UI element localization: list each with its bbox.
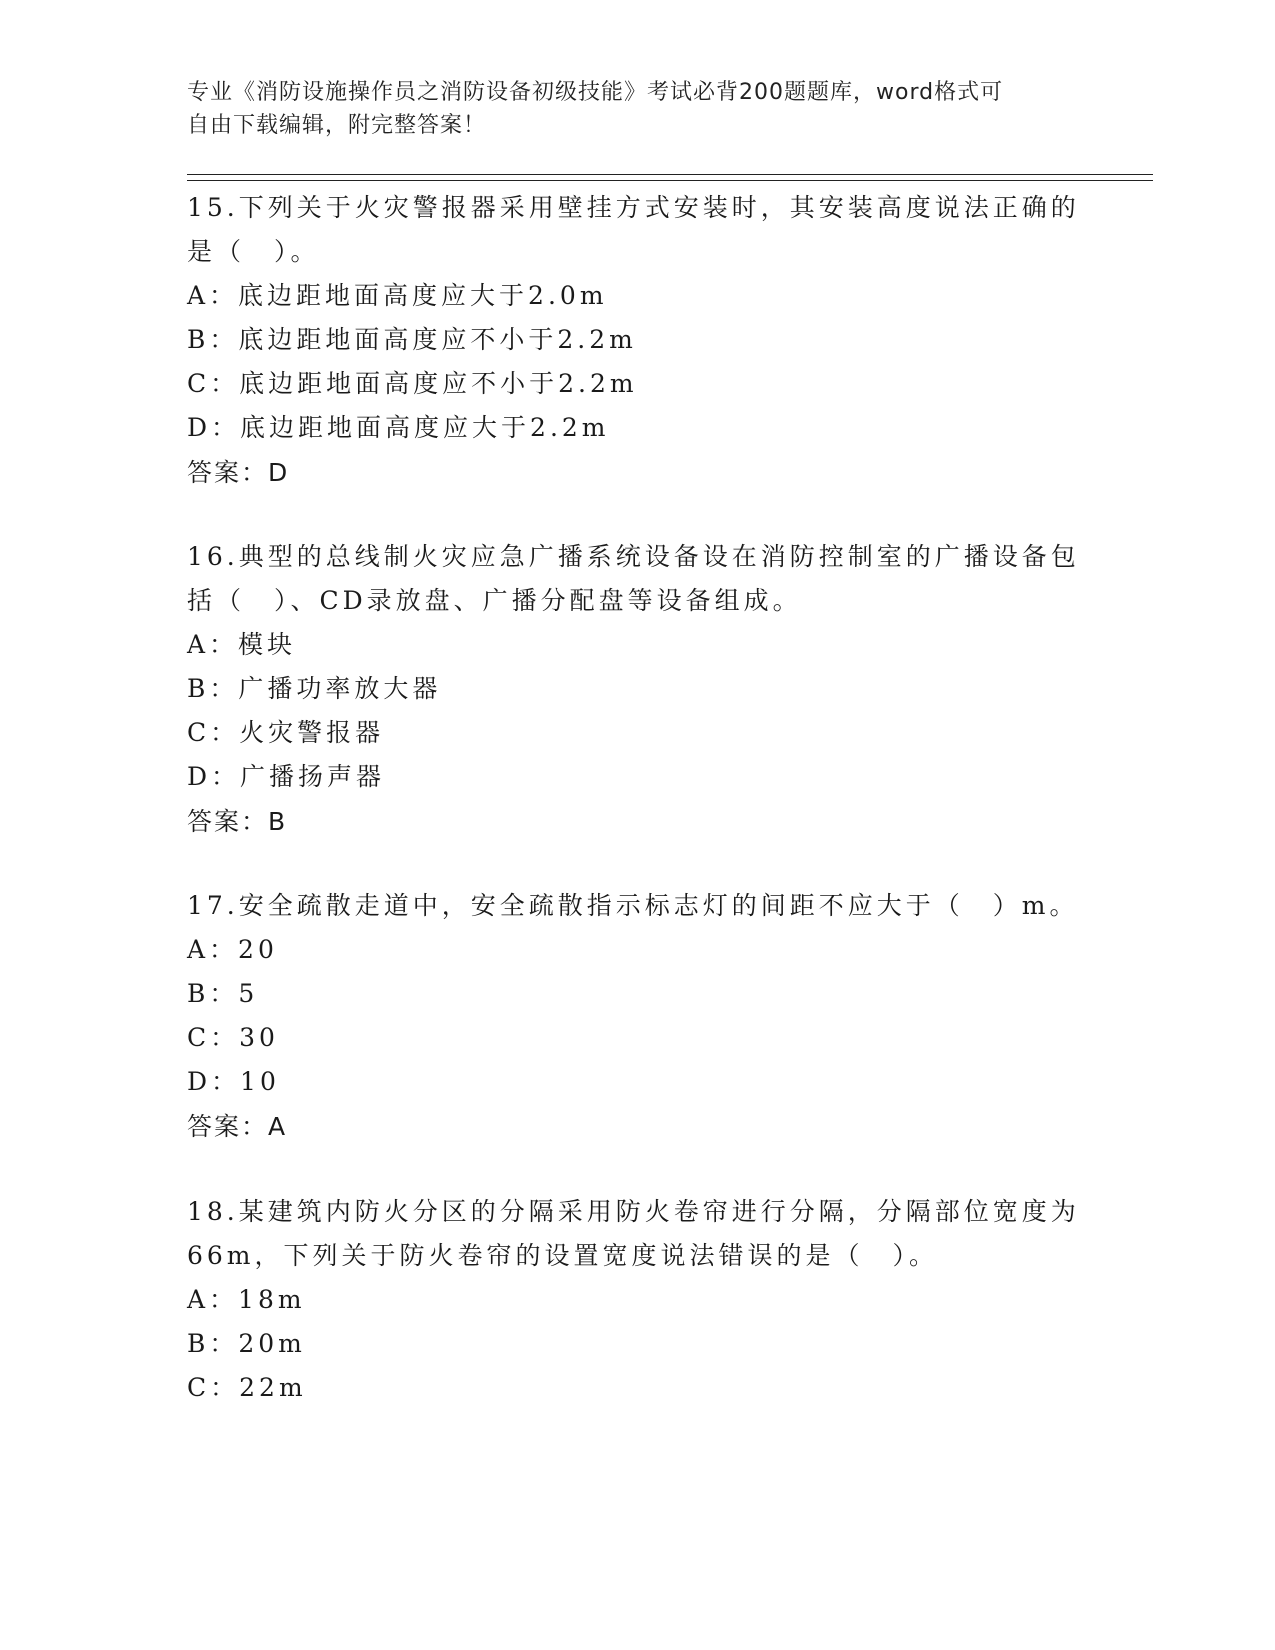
answer-label: 答案：A [187, 1112, 288, 1141]
question-18 [187, 1190, 1087, 1410]
question-16 [187, 535, 1087, 845]
option-b: B：20m [187, 1329, 306, 1358]
question-stem-line-2: 是（ ）。 [187, 237, 320, 266]
document-header [187, 76, 1067, 142]
option-c: C：火灾警报器 [187, 718, 385, 747]
question-stem-line-2: 括（ ）、CD录放盘、广播分配盘等设备组成。 [187, 586, 802, 615]
question-stem-line-1: 18.某建筑内防火分区的分隔采用防火卷帘进行分隔，分隔部位宽度为 [187, 1197, 1080, 1226]
option-d: D：广播扬声器 [187, 762, 386, 791]
option-a: A：18m [187, 1285, 306, 1314]
option-b: B：广播功率放大器 [187, 674, 442, 703]
option-d: D：10 [187, 1067, 280, 1096]
header-line-1: 专业《消防设施操作员之消防设备初级技能》考试必背200题题库，word格式可 [187, 80, 1004, 105]
answer-label: 答案：B [187, 807, 288, 836]
question-15 [187, 186, 1087, 496]
option-b: B：底边距地面高度应不小于2.2m [187, 325, 637, 354]
option-d: D：底边距地面高度应大于2.2m [187, 413, 610, 442]
option-c: C：30 [187, 1023, 279, 1052]
option-b: B：5 [187, 979, 259, 1008]
question-stem-line-1: 17.安全疏散走道中，安全疏散指示标志灯的间距不应大于（ ）m。 [187, 891, 1079, 920]
question-stem-line-2: 66m，下列关于防火卷帘的设置宽度说法错误的是（ ）。 [187, 1241, 939, 1270]
option-c: C：22m [187, 1373, 307, 1402]
header-rule-top [187, 174, 1153, 175]
header-rule-bottom [187, 180, 1153, 181]
header-line-2: 自由下载编辑，附完整答案！ [187, 113, 487, 138]
option-c: C：底边距地面高度应不小于2.2m [187, 369, 638, 398]
answer-label: 答案：D [187, 458, 290, 487]
question-stem-line-1: 16.典型的总线制火灾应急广播系统设备设在消防控制室的广播设备包 [187, 542, 1080, 571]
question-stem-line-1: 15.下列关于火灾警报器采用壁挂方式安装时，其安装高度说法正确的 [187, 193, 1080, 222]
option-a: A：20 [187, 935, 278, 964]
option-a: A：模块 [187, 630, 297, 659]
option-a: A：底边距地面高度应大于2.0m [187, 281, 608, 310]
question-17 [187, 884, 1087, 1150]
